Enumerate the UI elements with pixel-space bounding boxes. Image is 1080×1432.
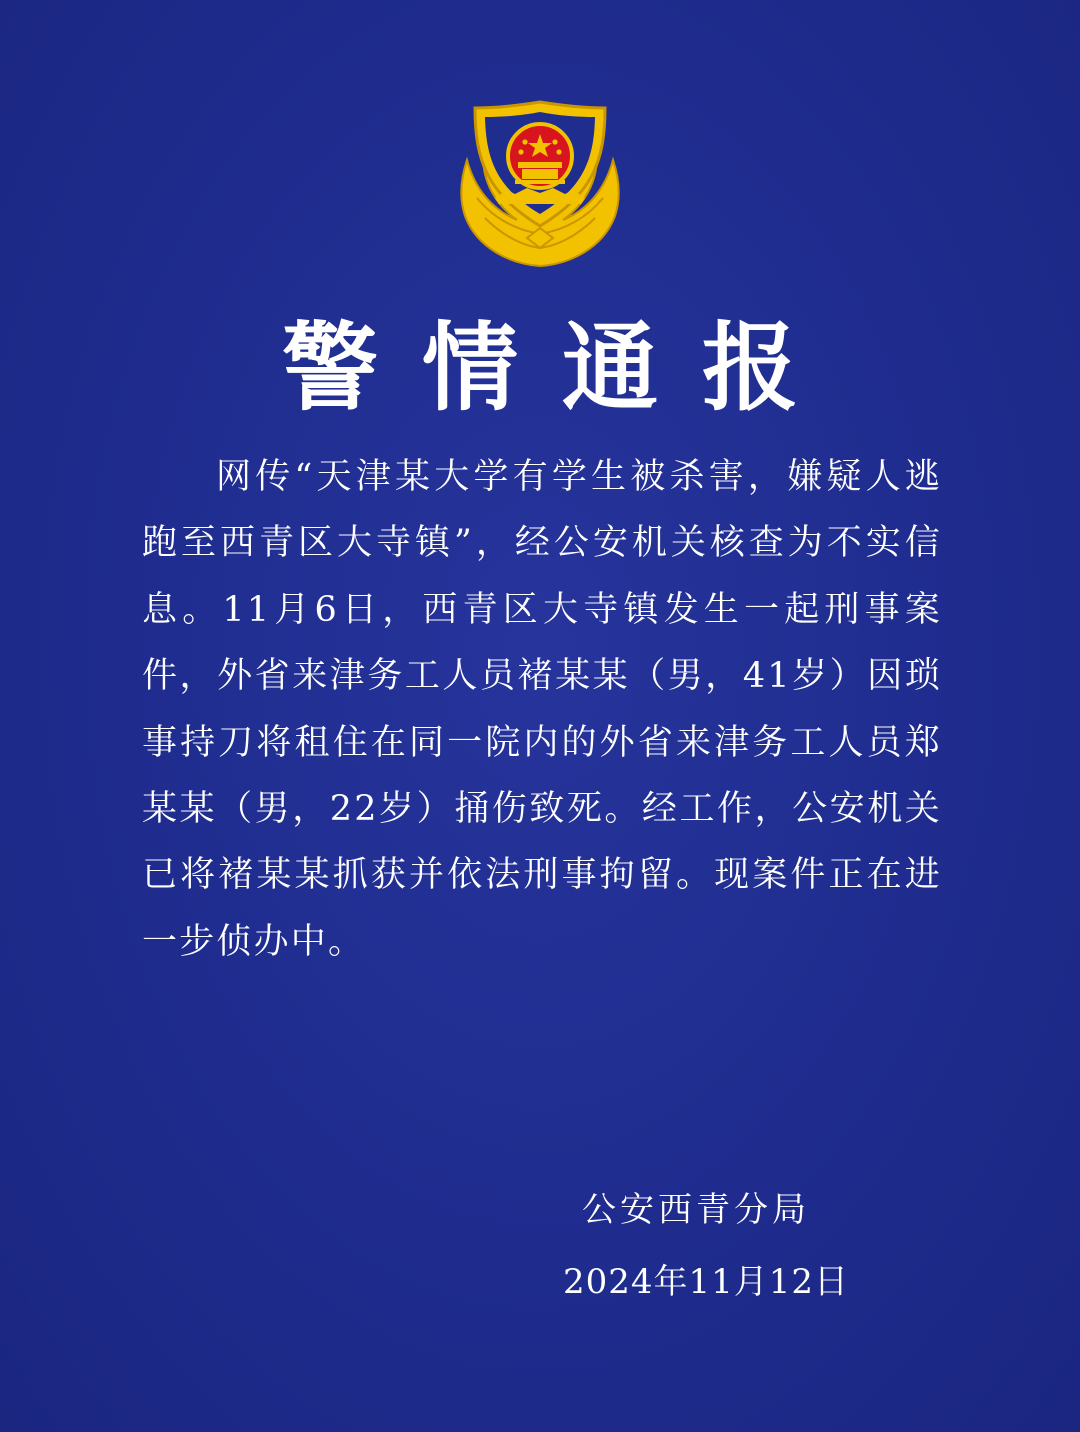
issue-date: 2024年11月12日 <box>563 1262 850 1302</box>
notice-title: 警情通报 <box>282 312 842 424</box>
police-emblem-icon <box>455 98 625 270</box>
issuer-name: 公安西青分局 <box>582 1190 810 1230</box>
notice-body: 网传“天津某大学有学生被杀害，嫌疑人逃跑至西青区大寺镇”，经公安机关核查为不实信息。11月6日，西青区大寺镇发生一起刑事案件，外省来津务工人员褚某某（男，41岁）因琐事持刀将租住在同一院内的外省来津务工人员郑某某（男，22岁）捅伤致死。经工作，公安机关已将褚某某抓获并依法刑事拘留。现案件正在进一步侦办中。 <box>142 457 942 962</box>
